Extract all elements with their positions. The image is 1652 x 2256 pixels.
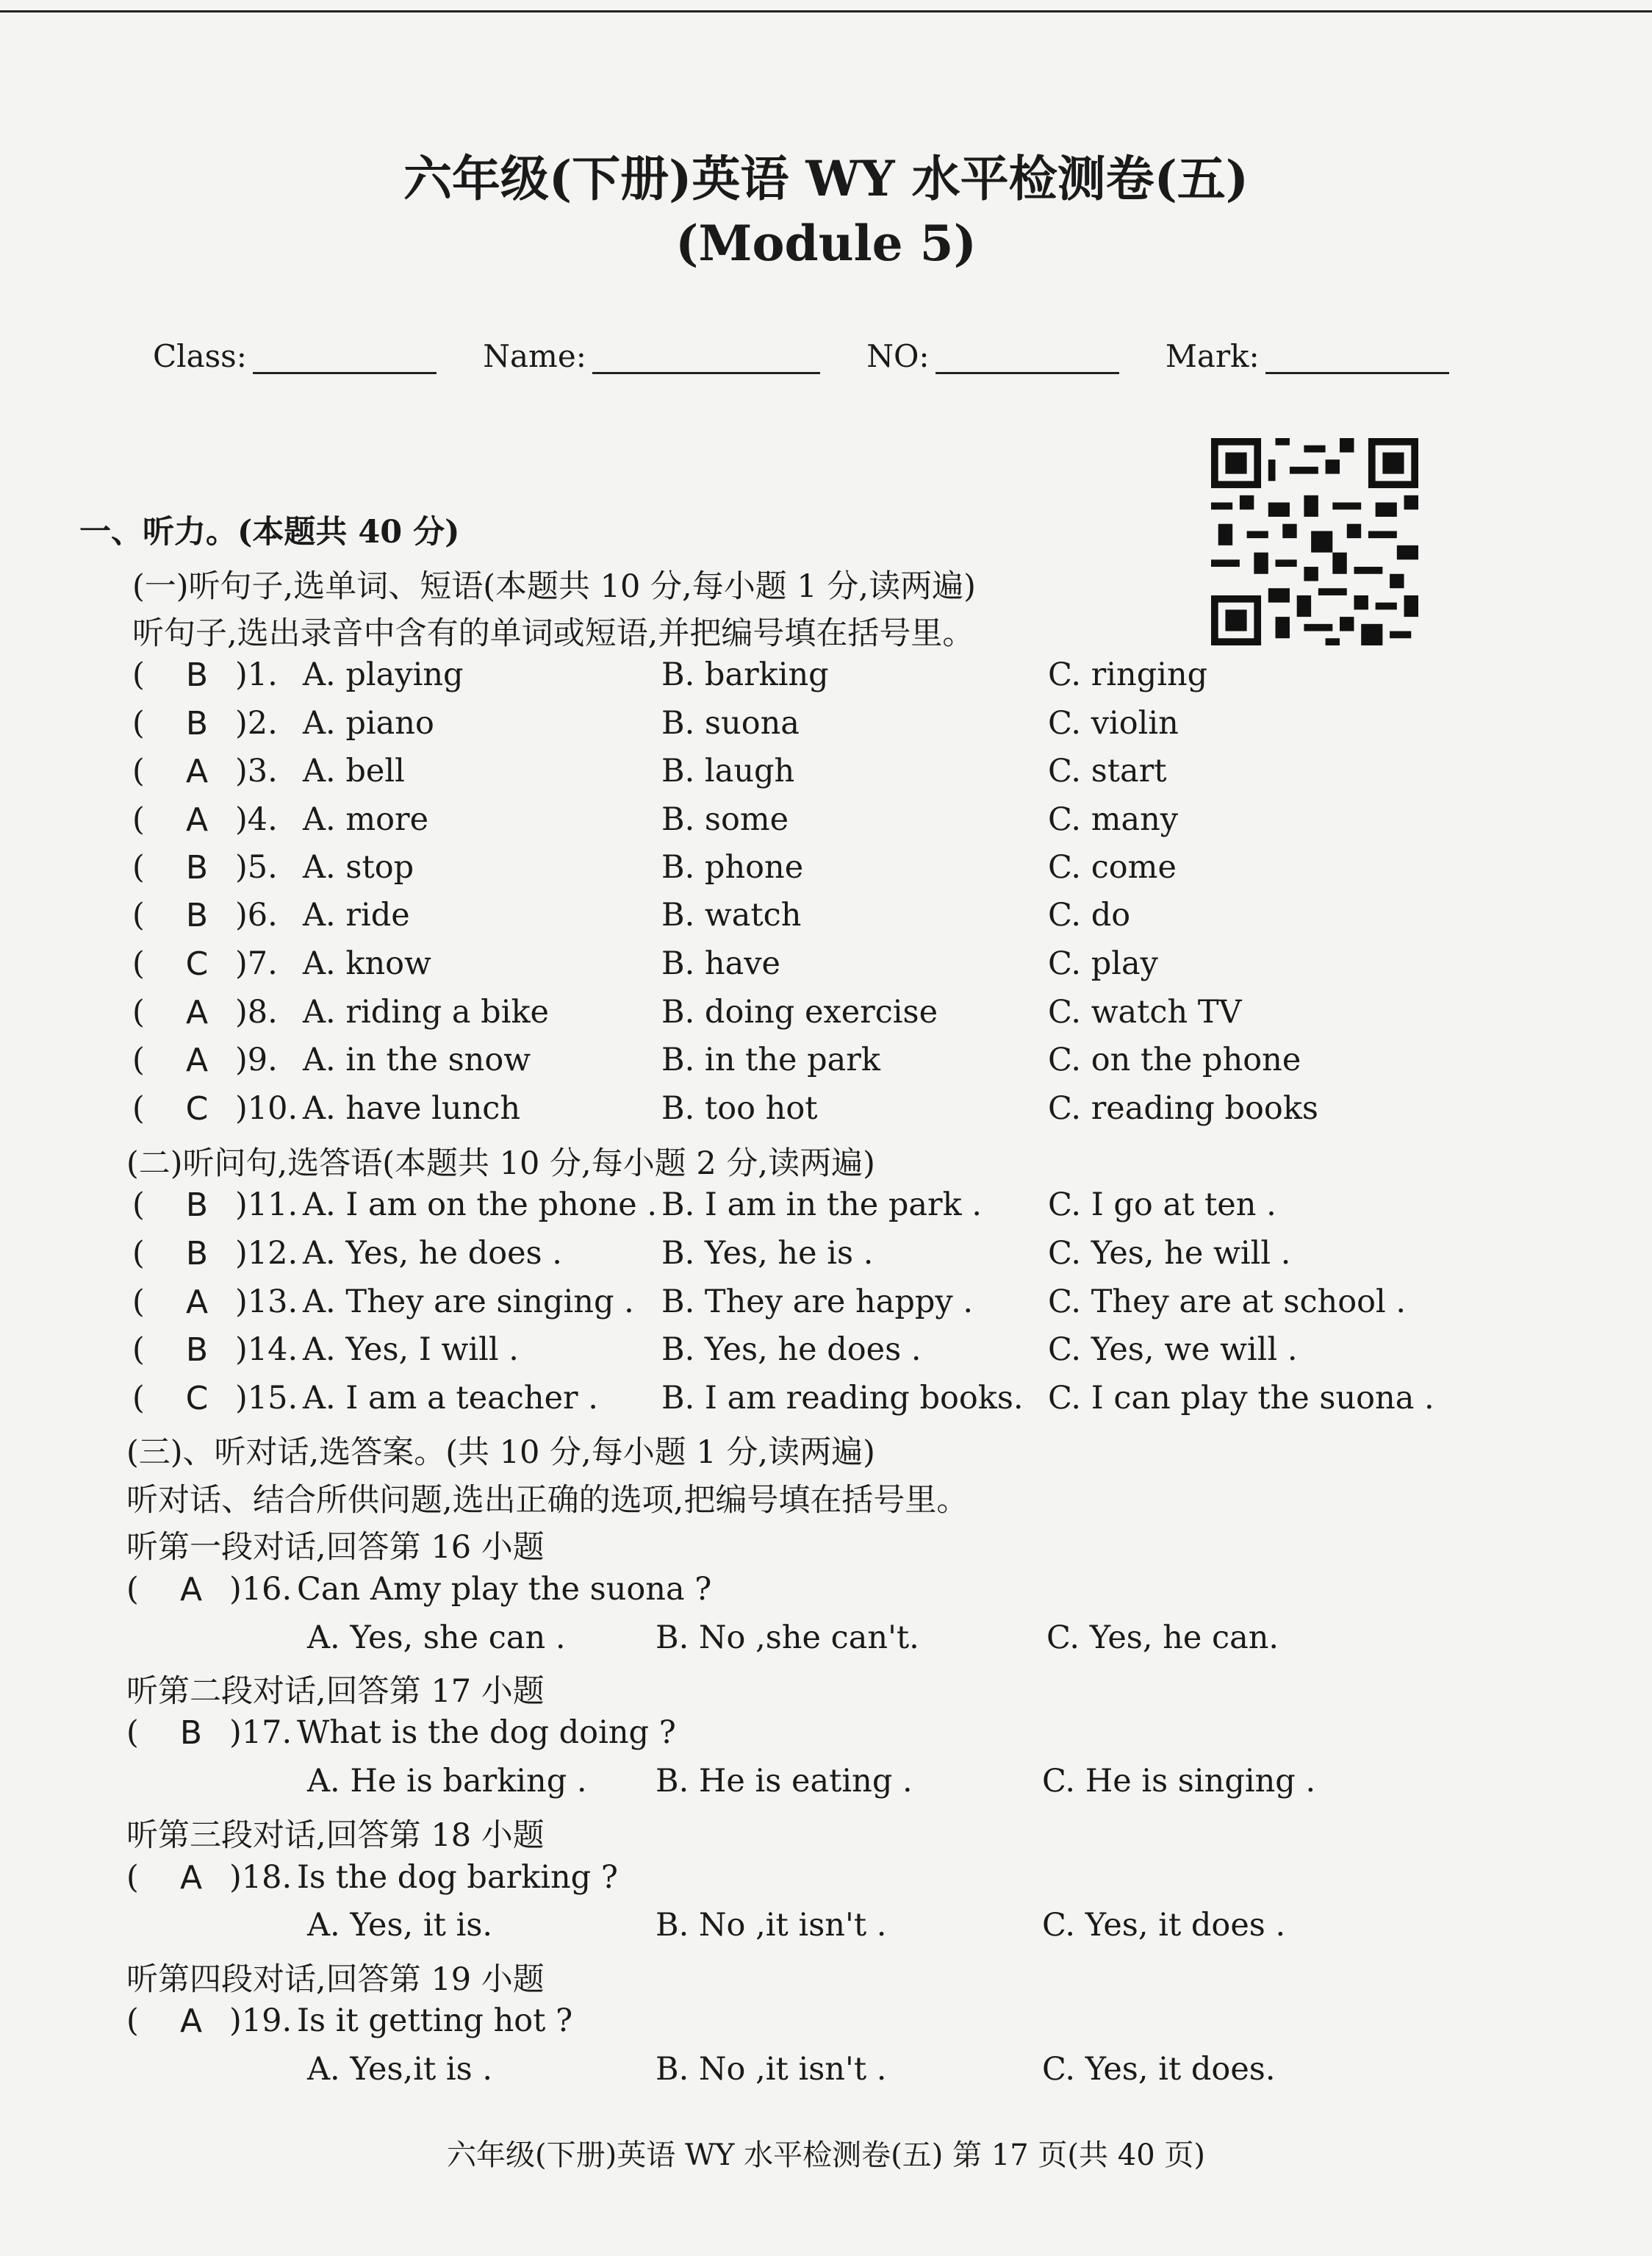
mark-field[interactable] xyxy=(1265,340,1449,374)
question-number: )4. xyxy=(235,801,278,838)
option-a: A. Yes,it is . xyxy=(307,2051,493,2088)
answer-mark[interactable]: A xyxy=(179,1859,203,1897)
question-number: )5. xyxy=(235,849,278,886)
question-text: What is the dog doing ? xyxy=(297,1714,676,1751)
option-a: A. Yes, it is. xyxy=(307,1907,493,1944)
option-c: C. He is singing . xyxy=(1042,1763,1316,1800)
page-title: 六年级(下册)英语 WY 水平检测卷(五) xyxy=(403,150,1249,207)
page-subtitle: (Module 5) xyxy=(675,215,977,272)
option-b: B. watch xyxy=(661,897,802,934)
option-c: C. I can play the suona . xyxy=(1048,1380,1434,1417)
option-a: A. piano xyxy=(303,705,434,742)
option-b: B. No ,it isn't . xyxy=(656,1907,887,1944)
answer-mark[interactable]: A xyxy=(179,1571,203,1608)
option-b: B. laugh xyxy=(661,753,795,789)
question-number: )2. xyxy=(235,705,278,742)
question-number: )14. xyxy=(235,1331,298,1368)
option-c: C. Yes, we will . xyxy=(1048,1331,1298,1368)
answer-mark[interactable]: B xyxy=(185,1235,209,1272)
option-a: A. bell xyxy=(303,753,405,789)
option-b: B. No ,she can't. xyxy=(656,1619,919,1656)
option-a: A. know xyxy=(303,945,431,982)
option-a: A. I am a teacher . xyxy=(303,1380,598,1417)
option-c: C. violin xyxy=(1048,705,1179,742)
part1-title: (一)听句子,选单词、短语(本题共 10 分,每小题 1 分,读两遍) xyxy=(132,568,976,605)
option-c: C. start xyxy=(1048,753,1167,789)
option-b: B. I am in the park . xyxy=(661,1186,982,1223)
option-a: A. Yes, he does . xyxy=(303,1235,562,1272)
class-field[interactable] xyxy=(253,340,437,374)
answer-mark[interactable]: B xyxy=(185,705,209,742)
question-number: )8. xyxy=(235,994,278,1031)
option-b: B. some xyxy=(661,801,789,838)
dialogue-intro: 听第一段对话,回答第 16 小题 xyxy=(126,1529,545,1566)
option-a: A. I am on the phone . xyxy=(303,1186,658,1223)
dialogue-intro: 听第四段对话,回答第 19 小题 xyxy=(126,1961,545,1998)
mark-label: Mark: xyxy=(1165,338,1260,374)
option-b: B. have xyxy=(661,945,781,982)
option-a: A. They are singing . xyxy=(303,1283,634,1320)
option-c: C. ringing xyxy=(1048,656,1208,693)
option-b: B. in the park xyxy=(661,1042,880,1078)
option-b: B. doing exercise xyxy=(661,994,938,1031)
page-footer: 六年级(下册)英语 WY 水平检测卷(五) 第 17 页(共 40 页) xyxy=(447,2138,1205,2172)
part3-title: (三)、听对话,选答案。(共 10 分,每小题 1 分,读两遍) xyxy=(126,1434,875,1471)
option-b: B. He is eating . xyxy=(656,1763,913,1800)
option-c: C. do xyxy=(1048,897,1131,934)
option-b: B. No ,it isn't . xyxy=(656,2051,887,2088)
option-b: B. Yes, he does . xyxy=(661,1331,922,1368)
question-number: )19. xyxy=(229,2002,292,2039)
part1-instruction: 听句子,选出录音中含有的单词或短语,并把编号填在括号里。 xyxy=(132,615,974,652)
option-a: A. Yes, she can . xyxy=(307,1619,566,1656)
option-a: A. have lunch xyxy=(303,1090,521,1127)
question-number: )11. xyxy=(235,1186,298,1223)
answer-mark[interactable]: A xyxy=(185,1042,209,1079)
option-b: B. suona xyxy=(661,705,800,742)
answer-mark[interactable]: B xyxy=(185,1186,209,1224)
option-b: B. I am reading books. xyxy=(661,1380,1024,1417)
part2-title: (二)听问句,选答语(本题共 10 分,每小题 2 分,读两遍) xyxy=(126,1145,875,1182)
section-heading-listening: 一、听力。(本题共 40 分) xyxy=(79,514,460,551)
answer-mark[interactable]: C xyxy=(185,1090,209,1128)
option-a: A. Yes, I will . xyxy=(303,1331,519,1368)
answer-mark[interactable]: A xyxy=(179,2002,203,2040)
question-text: Can Amy play the suona ? xyxy=(297,1571,712,1608)
name-label: Name: xyxy=(483,338,586,374)
option-c: C. play xyxy=(1048,945,1158,982)
question-number: )3. xyxy=(235,753,278,789)
option-b: B. phone xyxy=(661,849,804,886)
option-a: A. more xyxy=(303,801,429,838)
question-number: )7. xyxy=(235,945,278,982)
option-c: C. reading books xyxy=(1048,1090,1318,1127)
answer-mark[interactable]: B xyxy=(185,897,209,934)
answer-mark[interactable]: A xyxy=(185,801,209,839)
no-field[interactable] xyxy=(935,340,1119,374)
question-text: Is it getting hot ? xyxy=(297,2002,573,2039)
question-number: )18. xyxy=(229,1859,292,1896)
option-c: C. Yes, it does . xyxy=(1042,1907,1286,1944)
option-c: C. Yes, he will . xyxy=(1048,1235,1291,1272)
option-c: C. They are at school . xyxy=(1048,1283,1407,1320)
question-number: )12. xyxy=(235,1235,298,1272)
answer-mark[interactable]: A xyxy=(185,753,209,790)
question-number: )17. xyxy=(229,1714,292,1751)
option-b: B. too hot xyxy=(661,1090,818,1127)
option-a: A. He is barking . xyxy=(307,1763,587,1800)
answer-mark[interactable]: B xyxy=(185,656,209,694)
student-info-row xyxy=(153,338,1449,374)
option-b: B. barking xyxy=(661,656,829,693)
no-label: NO: xyxy=(866,338,930,374)
option-a: A. ride xyxy=(303,897,410,934)
option-c: C. I go at ten . xyxy=(1048,1186,1276,1223)
question-number: )10. xyxy=(235,1090,298,1127)
answer-mark[interactable]: A xyxy=(185,994,209,1031)
option-a: A. in the snow xyxy=(303,1042,531,1078)
question-number: )9. xyxy=(235,1042,278,1078)
name-field[interactable] xyxy=(592,340,820,374)
answer-mark[interactable]: B xyxy=(179,1714,203,1752)
dialogue-intro: 听第二段对话,回答第 17 小题 xyxy=(126,1673,545,1710)
option-b: B. They are happy . xyxy=(661,1283,974,1320)
answer-mark[interactable]: B xyxy=(185,849,209,887)
question-number: )1. xyxy=(235,656,278,693)
answer-mark[interactable]: C xyxy=(185,945,209,983)
option-c: C. on the phone xyxy=(1048,1042,1301,1078)
question-number: )13. xyxy=(235,1283,298,1320)
option-c: C. Yes, it does. xyxy=(1042,2051,1276,2088)
qr-code-icon xyxy=(1211,438,1418,645)
question-number: )6. xyxy=(235,897,278,934)
option-b: B. Yes, he is . xyxy=(661,1235,874,1272)
option-a: A. stop xyxy=(303,849,414,886)
answer-mark[interactable]: C xyxy=(185,1380,209,1417)
option-c: C. many xyxy=(1048,801,1179,838)
option-c: C. watch TV xyxy=(1048,994,1242,1031)
question-number: )16. xyxy=(229,1571,292,1608)
question-number: )15. xyxy=(235,1380,298,1417)
top-rule xyxy=(0,10,1652,12)
question-text: Is the dog barking ? xyxy=(297,1859,618,1896)
option-a: A. riding a bike xyxy=(303,994,549,1031)
part3-instruction: 听对话、结合所供问题,选出正确的选项,把编号填在括号里。 xyxy=(126,1482,969,1519)
answer-mark[interactable]: A xyxy=(185,1283,209,1321)
dialogue-intro: 听第三段对话,回答第 18 小题 xyxy=(126,1817,545,1854)
option-c: C. come xyxy=(1048,849,1177,886)
class-label: Class: xyxy=(153,338,247,374)
option-a: A. playing xyxy=(303,656,464,693)
answer-mark[interactable]: B xyxy=(185,1331,209,1369)
option-c: C. Yes, he can. xyxy=(1046,1619,1279,1656)
